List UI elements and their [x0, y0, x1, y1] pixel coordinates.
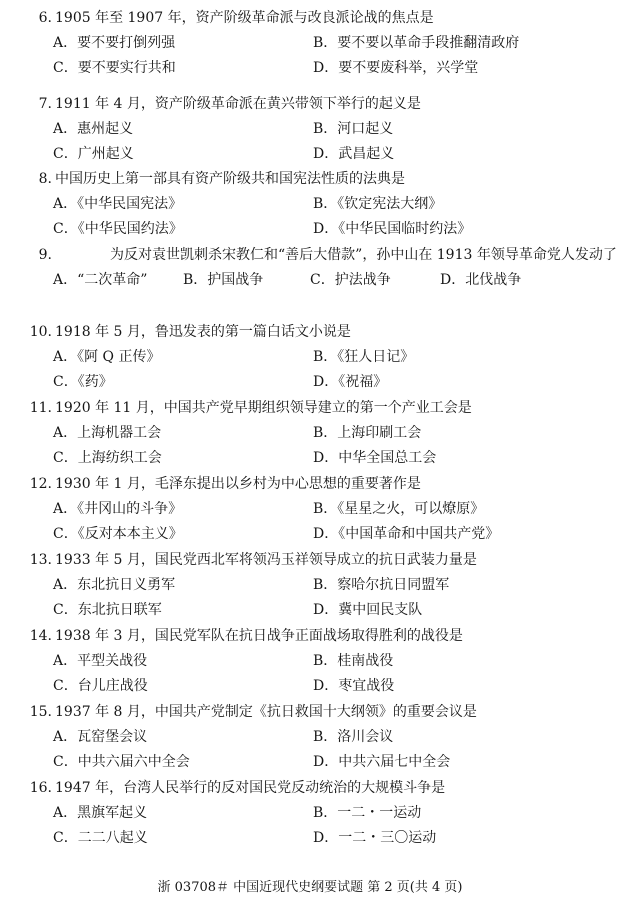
option-row: [0, 345, 620, 370]
option-row: [0, 446, 620, 471]
question-stem: [0, 624, 620, 649]
question-number: 9.: [38, 247, 52, 263]
option-d: D．要不要废科举，兴学堂: [313, 60, 479, 76]
option-b: B．察哈尔抗日同盟军: [313, 577, 450, 593]
option-row: [0, 649, 620, 674]
question-text: 为反对袁世凯刺杀宋教仁和“善后大借款”，孙中山在 1913 年领导革命党人发动了: [110, 247, 617, 263]
question-number: 8.: [38, 171, 52, 187]
option-b: B．桂南战役: [313, 653, 394, 669]
option-c: C．《中华民国约法》: [53, 221, 183, 237]
question-10: [0, 320, 620, 395]
question-stem: [0, 472, 620, 497]
question-text: 1911 年 4 月，资产阶级革命派在黄兴带领下举行的起义是: [55, 96, 421, 112]
option-b: B．《钦定宪法大纲》: [313, 196, 443, 212]
option-row: [0, 142, 620, 167]
question-14: [0, 624, 620, 699]
question-12: [0, 472, 620, 547]
option-row: [0, 56, 620, 81]
question-11: [0, 396, 620, 471]
question-number: 16.: [29, 780, 52, 796]
question-15: [0, 700, 620, 775]
question-number: 7.: [38, 96, 52, 112]
question-7: [0, 92, 620, 167]
question-stem: [0, 776, 620, 801]
option-a: A．《中华民国宪法》: [53, 196, 183, 212]
option-c: C．上海纺织工会: [53, 450, 162, 466]
question-13: [0, 548, 620, 623]
question-stem: [0, 6, 620, 31]
option-c: C．台儿庄战役: [53, 678, 148, 694]
option-b: B．护国战争: [183, 272, 264, 288]
option-a: A．要不要打倒列强: [53, 35, 176, 51]
option-row: [0, 268, 620, 293]
question-16: [0, 776, 620, 851]
question-stem: [0, 320, 620, 345]
question-number: 11.: [29, 400, 52, 416]
option-c: C．《药》: [53, 374, 113, 390]
option-b: B．一二・一运动: [313, 805, 422, 821]
option-d: D．《中华民国临时约法》: [313, 221, 472, 237]
option-b: B．河口起义: [313, 121, 394, 137]
question-text: 1947 年，台湾人民举行的反对国民党反动统治的大规模斗争是: [55, 780, 446, 796]
option-b: B．洛川会议: [313, 729, 394, 745]
question-text: 中国历史上第一部具有资产阶级共和国宪法性质的法典是: [55, 171, 405, 187]
option-row: [0, 421, 620, 446]
option-a: A．瓦窑堡会议: [53, 729, 148, 745]
option-c: C．要不要实行共和: [53, 60, 176, 76]
option-row: [0, 725, 620, 750]
option-row: [0, 117, 620, 142]
option-b: B．《狂人日记》: [313, 349, 415, 365]
question-text: 1937 年 8 月，中国共产党制定《抗日救国十大纲领》的重要会议是: [55, 704, 477, 720]
question-number: 14.: [29, 628, 52, 644]
option-d: D．中共六届七中全会: [313, 754, 451, 770]
option-d: D．武昌起义: [313, 146, 395, 162]
option-a: A．上海机器工会: [53, 425, 162, 441]
option-row: [0, 192, 620, 217]
option-a: A．平型关战役: [53, 653, 148, 669]
option-d: D．《中国革命和中国共产党》: [313, 526, 500, 542]
option-row: [0, 573, 620, 598]
option-row: [0, 522, 620, 547]
option-d: D．冀中回民支队: [313, 602, 423, 618]
option-a: A．《阿 Q 正传》: [53, 349, 161, 365]
question-8: [0, 167, 620, 242]
question-number: 6.: [38, 10, 52, 26]
question-text: 1930 年 1 月，毛泽东提出以乡村为中心思想的重要著作是: [55, 476, 421, 492]
question-number: 15.: [29, 704, 52, 720]
option-d: D．枣宜战役: [313, 678, 395, 694]
option-d: D．一二・三〇运动: [313, 830, 437, 846]
question-number: 10.: [29, 324, 52, 340]
question-6: [0, 6, 620, 81]
option-c: C．《反对本本主义》: [53, 526, 183, 542]
question-number: 13.: [29, 552, 52, 568]
question-stem: [0, 243, 620, 268]
option-row: [0, 497, 620, 522]
option-row: [0, 217, 620, 242]
option-row: [0, 826, 620, 851]
option-d: D．北伐战争: [440, 272, 522, 288]
option-row: [0, 31, 620, 56]
option-c: C．二二八起义: [53, 830, 148, 846]
option-d: D．中华全国总工会: [313, 450, 437, 466]
question-9: [0, 243, 620, 293]
option-row: [0, 801, 620, 826]
question-stem: [0, 92, 620, 117]
question-text: 1920 年 11 月，中国共产党早期组织领导建立的第一个产业工会是: [55, 400, 472, 416]
option-row: [0, 750, 620, 775]
option-row: [0, 598, 620, 623]
question-stem: [0, 167, 620, 192]
option-row: [0, 370, 620, 395]
option-a: A．《井冈山的斗争》: [53, 501, 183, 517]
question-stem: [0, 396, 620, 421]
option-c: C．东北抗日联军: [53, 602, 162, 618]
option-row: [0, 674, 620, 699]
question-number: 12.: [29, 476, 52, 492]
option-a: A．“二次革命”: [53, 272, 148, 288]
question-text: 1938 年 3 月，国民党军队在抗日战争正面战场取得胜利的战役是: [55, 628, 463, 644]
option-c: C．护法战争: [310, 272, 391, 288]
question-text: 1918 年 5 月，鲁迅发表的第一篇白话文小说是: [55, 324, 351, 340]
question-text: 1933 年 5 月，国民党西北军将领冯玉祥领导成立的抗日武装力量是: [55, 552, 477, 568]
option-d: D．《祝福》: [313, 374, 388, 390]
question-stem: [0, 548, 620, 573]
option-b: B．《星星之火，可以燎原》: [313, 501, 485, 517]
question-text: 1905 年至 1907 年，资产阶级革命派与改良派论战的焦点是: [55, 10, 434, 26]
option-a: A．黑旗军起义: [53, 805, 148, 821]
option-c: C．中共六届六中全会: [53, 754, 190, 770]
option-a: A．东北抗日义勇军: [53, 577, 176, 593]
option-c: C．广州起义: [53, 146, 134, 162]
option-b: B．要不要以革命手段推翻清政府: [313, 35, 520, 51]
page-footer: 浙 03708＃ 中国近现代史纲要试题 第 2 页(共 4 页): [157, 880, 463, 895]
option-a: A．惠州起义: [53, 121, 134, 137]
option-b: B．上海印刷工会: [313, 425, 422, 441]
question-stem: [0, 700, 620, 725]
